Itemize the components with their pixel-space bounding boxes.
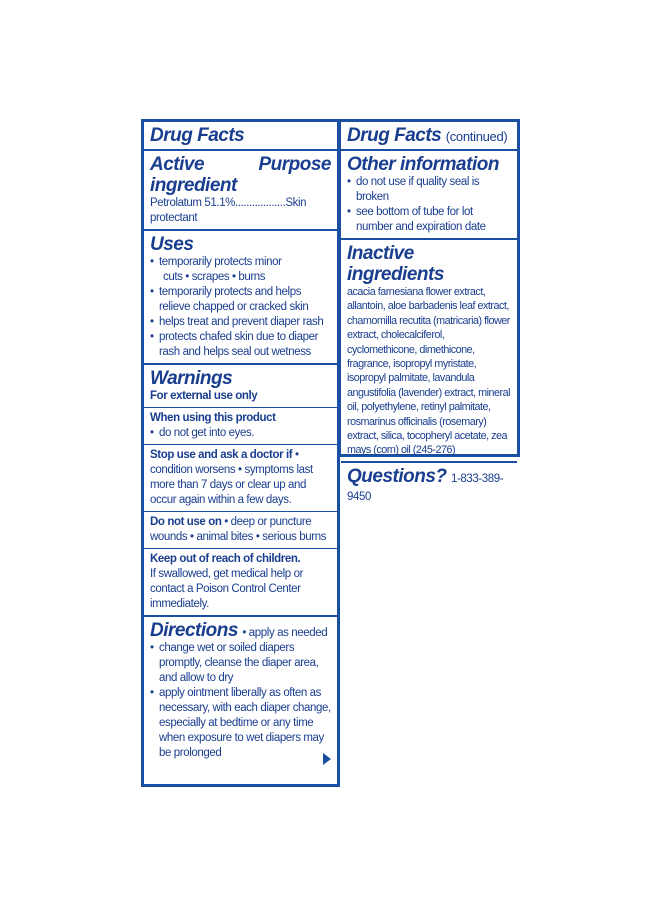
other-info-item: • do not use if quality seal is broken — [347, 175, 511, 205]
uses-item: • helps treat and prevent diaper rash — [150, 315, 331, 330]
questions-section — [341, 463, 517, 508]
warnings-heading: Warnings — [150, 368, 233, 389]
drug-facts-right-panel — [338, 119, 520, 503]
phone-number: 1-833-389-9450 — [347, 472, 504, 503]
directions-section — [144, 617, 337, 783]
active-ingredient-heading: Active ingredient — [150, 154, 237, 196]
uses-item: • temporarily protects minor cuts • scrapes • burns — [150, 255, 331, 285]
purpose-heading: Purpose — [258, 154, 331, 175]
inactive-ingredients-text: acacia farnesiana flower extract, allantoin, aloe barbadenis leaf extract, chamomilla recutita (matricaria) flower extract, cholecalciferol, cyclomethicone, dimethicone, fragrance, isopropyl myristate, isopropyl palmitate, lavandula angustifolia (lavender) extract, mineral oil, polyethylene, retinyl palmitate, rosmarinus officinalis (rosemary) extract, silica, tocopheryl acetate, zea mays (corn) oil (245-276) — [347, 286, 511, 457]
active-ingredient-section — [144, 151, 337, 231]
external-use-text: For external use only — [150, 390, 258, 402]
when-using-heading: When using this product — [150, 412, 276, 424]
uses-section — [144, 231, 337, 365]
keep-out-heading: Keep out of reach of children. — [150, 553, 301, 565]
uses-sub-item: cuts • scrapes • burns — [163, 271, 266, 283]
uses-item: • temporarily protects and helps relieve chapped or cracked skin — [150, 285, 331, 315]
other-information-section — [341, 151, 517, 240]
directions-heading: Directions — [150, 620, 238, 641]
directions-item: • apply ointment liberally as often as necessary, with each diaper change, especially at bedtime or any time when exposure to wet diapers may be prolonged — [150, 686, 331, 761]
drug-facts-left-panel — [141, 119, 340, 787]
uses-heading: Uses — [150, 234, 194, 255]
inactive-ingredients-section — [341, 240, 517, 463]
continued-label: (continued) — [445, 129, 508, 144]
when-using-item: • do not get into eyes. — [150, 426, 331, 441]
stop-use-heading: Stop use and ask a doctor if — [150, 449, 293, 461]
continued-title-section — [341, 122, 517, 151]
keep-out-section — [144, 549, 337, 617]
other-info-item: • see bottom of tube for lot number and expiration date — [347, 205, 511, 235]
drug-facts-continued-title: Drug Facts — [347, 125, 442, 146]
when-using-section — [144, 408, 337, 445]
title-section — [144, 122, 337, 151]
other-information-heading: Other information — [347, 154, 499, 175]
active-ingredient-line: Petrolatum 51.1%..................Skin protectant — [150, 197, 307, 224]
continue-arrow-icon — [323, 753, 331, 765]
questions-heading: Questions? — [347, 465, 447, 487]
stop-use-text: • condition worsens • symptoms last more than 7 days or clear up and occur again within a few days. — [150, 449, 313, 506]
do-not-use-section — [144, 512, 337, 549]
directions-first: • apply as needed — [242, 627, 328, 639]
drug-facts-title: Drug Facts — [150, 125, 245, 146]
do-not-use-heading: Do not use on — [150, 516, 222, 528]
keep-out-text: If swallowed, get medical help or contact a Poison Control Center immediately. — [150, 568, 303, 610]
do-not-use-text: • deep or puncture wounds • animal bites • serious burns — [150, 516, 327, 543]
directions-item: • change wet or soiled diapers promptly, cleanse the diaper area, and allow to dry — [150, 641, 331, 686]
warnings-section — [144, 365, 337, 408]
uses-item: • protects chafed skin due to diaper rash and helps seal out wetness — [150, 330, 331, 360]
stop-use-section — [144, 445, 337, 512]
inactive-ingredients-heading: Inactive ingredients — [347, 243, 444, 285]
